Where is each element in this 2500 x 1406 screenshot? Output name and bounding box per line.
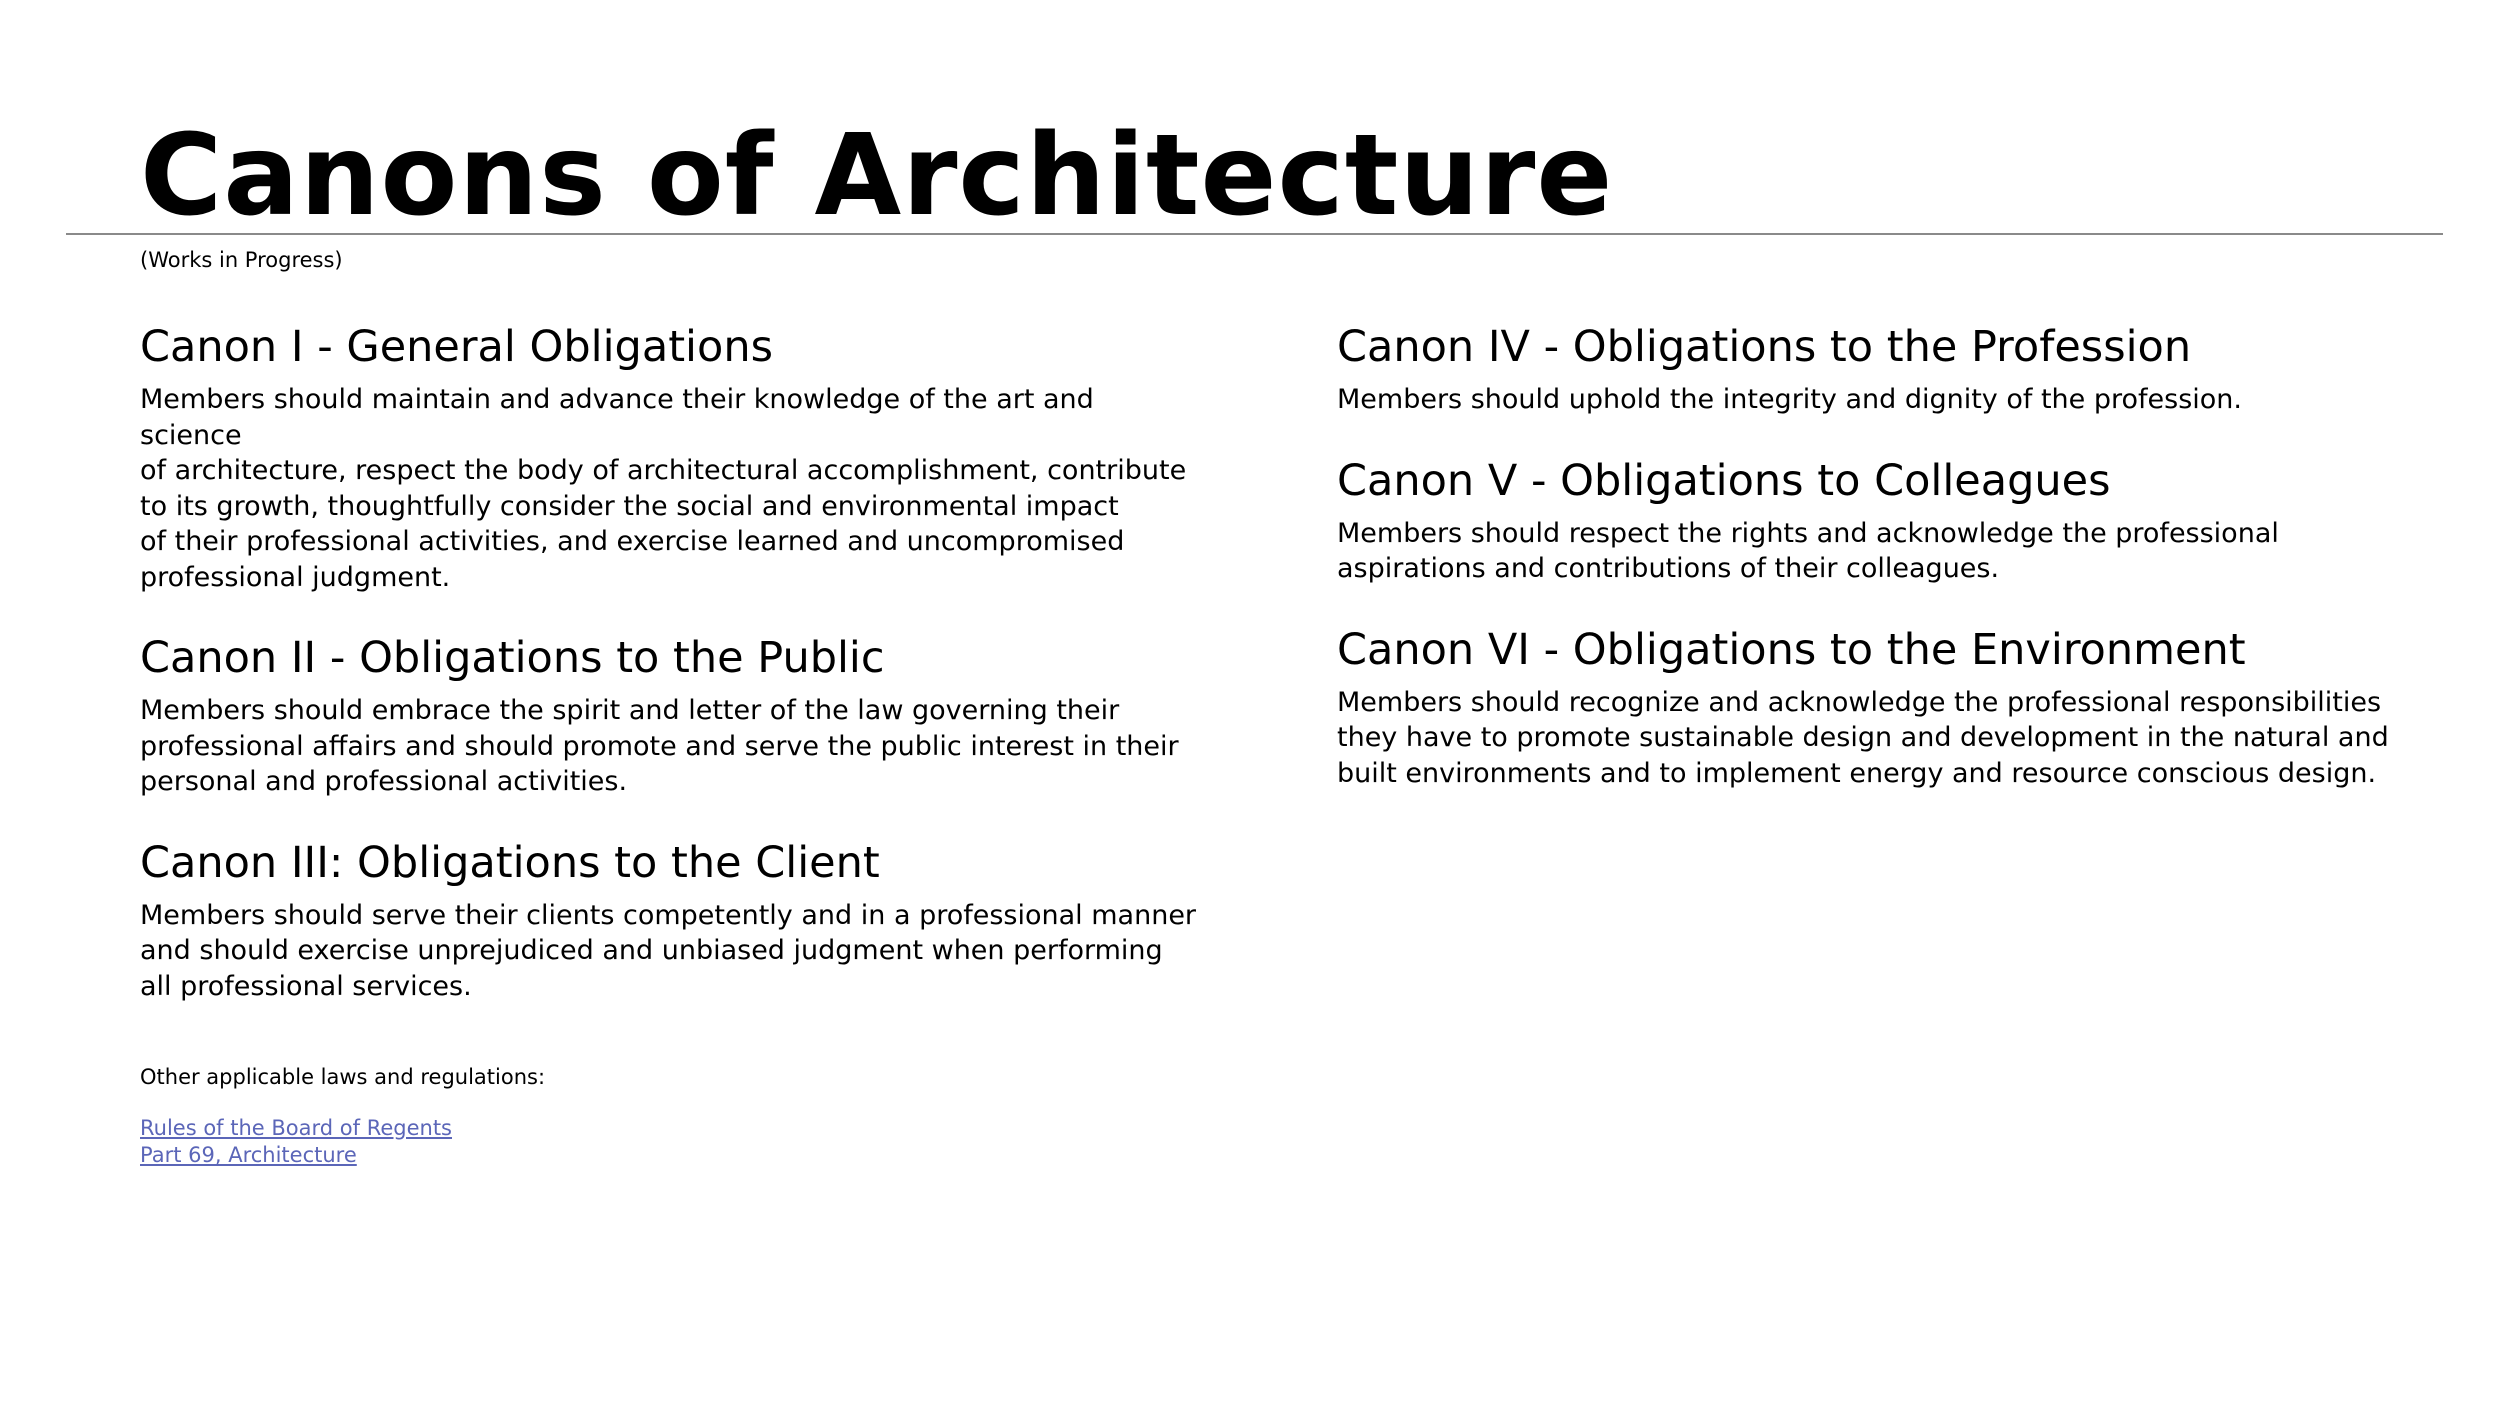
canon-heading: Canon III: Obligations to the Client [140,837,880,888]
canon-heading: Canon VI - Obligations to the Environment [1337,624,2246,675]
canon-5 [1337,452,2467,587]
canon-text: Members should uphold the integrity and dignity of the profession. [1337,384,2242,415]
canon-text: Members should respect the rights and acknowledge the professional aspirations and contributions of their colleagues. [1337,517,2279,584]
canon-4 [1337,318,2467,418]
other-laws-section [140,1063,840,1169]
canon-heading: Canon II - Obligations to the Public [140,633,885,683]
canon-text: Members should recognize and acknowledge the professional responsibilities they have to promote sustainable design and development in the natural and built environments and to implement energy and resource conscious design. [1337,686,2389,789]
title-divider [66,233,2443,235]
canon-text: Members should embrace the spirit and letter of the law governing their professional affairs and should promote and serve the public interest in their personal and professional activities. [140,695,1179,797]
canon-heading: Canon IV - Obligations to the Profession [1337,322,2192,372]
part-69-architecture-link[interactable]: Part 69, Architecture [140,1143,357,1167]
canon-text: Members should maintain and advance their knowledge of the art and science of architecture, respect the body of architectural accomplishment, contribute to its growth, thoughtfully consider the social and environmental impact of their professional activities, and exercise learned and uncompromised professional judgment. [140,384,1187,593]
canon-heading: Canon V - Obligations to Colleagues [1337,455,2111,506]
canon-text: Members should serve their clients competently and in a professional manner and should exercise unprejudiced and unbiased judgment when performing all professional services. [140,899,1197,1002]
other-laws-label: Other applicable laws and regulations: [140,1065,546,1089]
page-subtitle: (Works in Progress) [140,248,343,272]
canon-2 [140,629,1200,800]
board-of-regents-rules-link[interactable]: Rules of the Board of Regents [140,1116,452,1140]
page-title: Canons of Architecture [140,111,1614,241]
right-column [1337,318,2467,791]
canon-6 [1337,621,2467,792]
canon-1 [140,318,1200,595]
left-column [140,318,1200,1004]
regulation-links [140,1115,840,1169]
canon-heading: Canon I - General Obligations [140,322,773,372]
canon-3 [140,834,1200,1005]
